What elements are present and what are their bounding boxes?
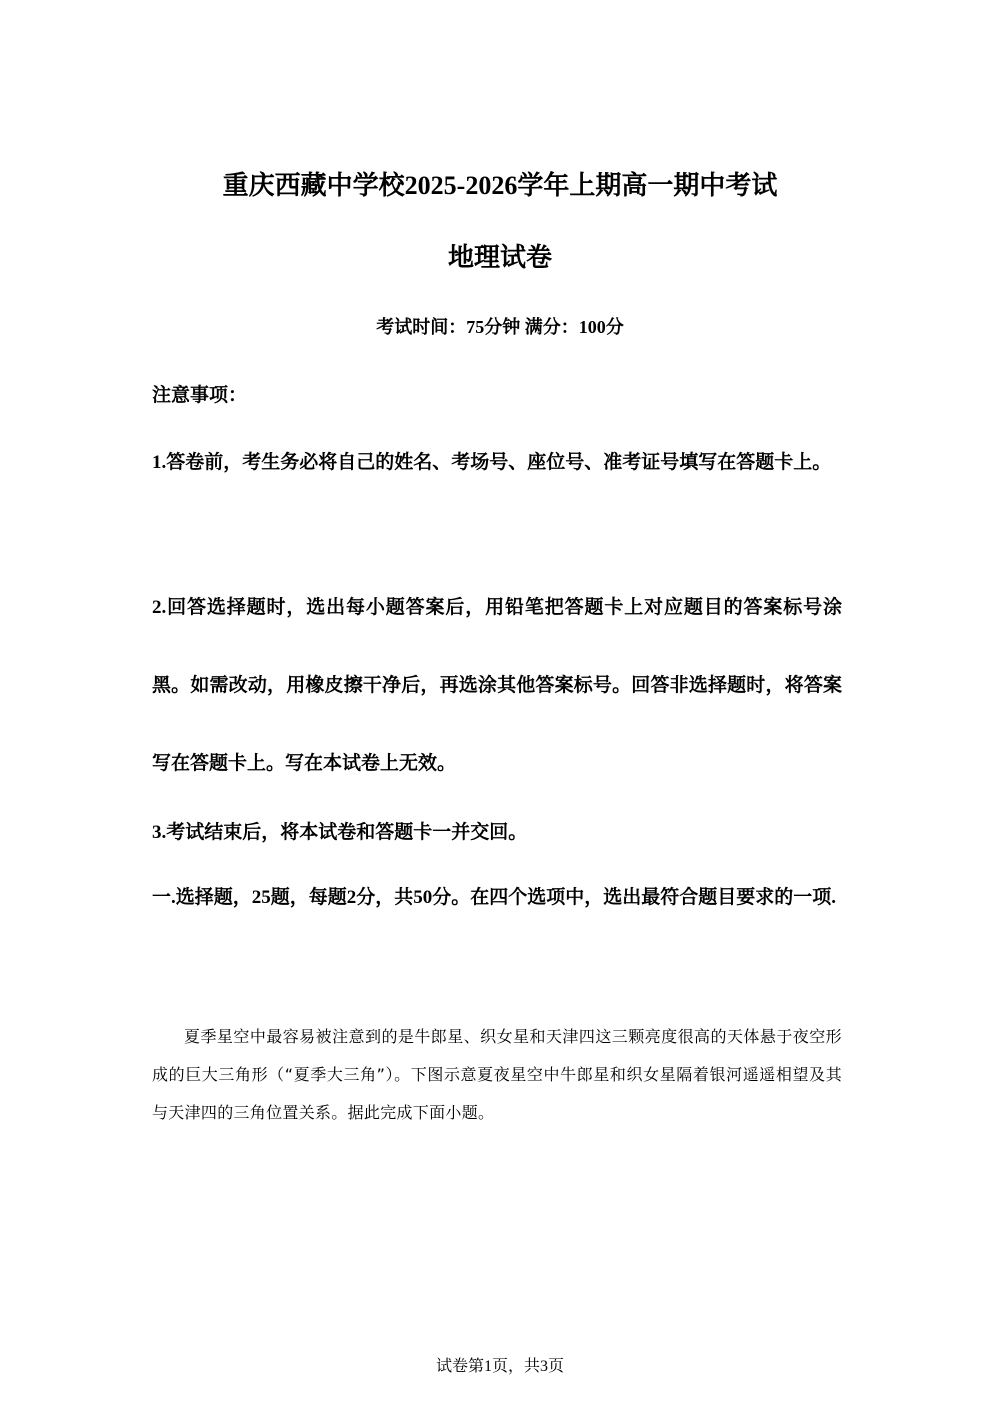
question-passage: 夏季星空中最容易被注意到的是牛郎星、织女星和天津四这三颗亮度很高的天体悬于夜空形成的巨大三角形（“夏季大三角”）。下图示意夏夜星空中牛郎星和织女星隔着银河遥遥相望及其与天津四的三角位置关系。据此完成下面小题。	[152, 1027, 842, 1122]
exam-time-and-score: 考试时间：75分钟 满分：100分	[376, 317, 624, 337]
notice-item-2: 2.回答选择题时，选出每小题答案后，用铅笔把答题卡上对应题目的答案标号涂黑。如需改动，用橡皮擦干净后，再选涂其他答案标号。回答非选择题时，将答案写在答题卡上。写在本试卷上无效。	[152, 597, 842, 774]
exam-title: 重庆西藏中学校2025-2026学年上期高一期中考试	[222, 171, 778, 200]
exam-subtitle: 地理试卷	[447, 243, 552, 272]
notice-item-3: 3.考试结束后，将本试卷和答题卡一并交回。	[152, 822, 528, 843]
section-heading-multiple-choice: 一.选择题，25题，每题2分，共50分。在四个选项中，选出最符合题目要求的一项.	[152, 887, 837, 908]
notice-item-1: 1.答卷前，考生务必将自己的姓名、考场号、座位号、准考证号填写在答题卡上。	[152, 452, 832, 473]
page-footer: 试卷第1页，共3页	[435, 1358, 564, 1375]
notice-heading: 注意事项：	[152, 385, 248, 406]
